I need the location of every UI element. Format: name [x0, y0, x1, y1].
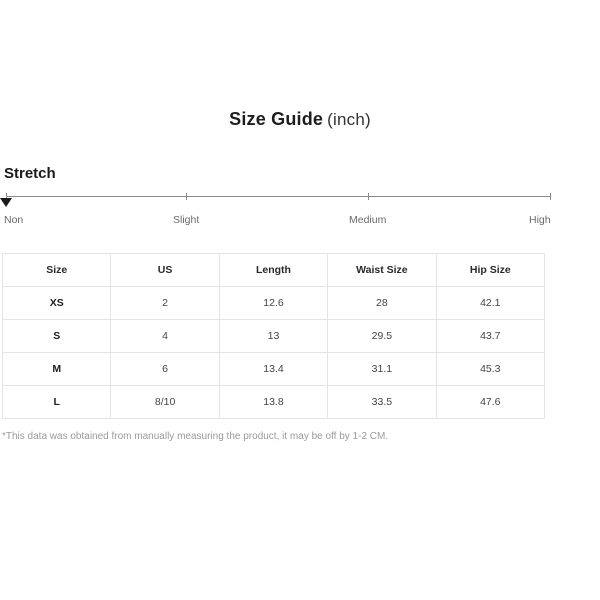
table-cell: 47.6: [436, 386, 544, 419]
title-unit: (inch): [327, 110, 371, 129]
table-row: [3, 320, 545, 353]
stretch-label-non: Non: [4, 214, 24, 226]
table-row: [3, 353, 545, 386]
stretch-tick-high: [550, 193, 551, 200]
table-cell: M: [3, 353, 111, 386]
table-header-row: [3, 254, 545, 287]
table-header-cell: Length: [219, 254, 327, 287]
stretch-label-high: High: [529, 214, 551, 226]
table-header-cell: Size: [3, 254, 111, 287]
stretch-tick-slight: [186, 193, 187, 200]
table-cell: 28: [328, 287, 436, 320]
table-cell: XS: [3, 287, 111, 320]
stretch-level-marker-icon: [0, 198, 12, 207]
title-main: Size Guide: [229, 109, 324, 129]
size-table: [2, 253, 545, 419]
page-title: [0, 106, 600, 133]
stretch-tick-medium: [368, 193, 369, 200]
table-cell: 12.6: [219, 287, 327, 320]
table-cell: 8/10: [111, 386, 219, 419]
table-cell: 43.7: [436, 320, 544, 353]
table-header-cell: Waist Size: [328, 254, 436, 287]
stretch-label-medium: Medium: [349, 214, 387, 226]
table-cell: 13: [219, 320, 327, 353]
table-cell: 2: [111, 287, 219, 320]
table-cell: S: [3, 320, 111, 353]
table-cell: 33.5: [328, 386, 436, 419]
table-cell: L: [3, 386, 111, 419]
table-header-cell: US: [111, 254, 219, 287]
table-row: [3, 287, 545, 320]
table-cell: 45.3: [436, 353, 544, 386]
table-cell: 29.5: [328, 320, 436, 353]
stretch-scale-bar: [6, 196, 551, 197]
table-cell: 13.4: [219, 353, 327, 386]
table-cell: 4: [111, 320, 219, 353]
table-cell: 6: [111, 353, 219, 386]
table-cell: 42.1: [436, 287, 544, 320]
stretch-heading: Stretch: [4, 165, 56, 182]
stretch-label-slight: Slight: [173, 214, 200, 226]
table-cell: 31.1: [328, 353, 436, 386]
table-header-cell: Hip Size: [436, 254, 544, 287]
table-cell: 13.8: [219, 386, 327, 419]
footnote: *This data was obtained from manually measuring the product, it may be off by 1-2 CM.: [2, 431, 389, 442]
table-row: [3, 386, 545, 419]
